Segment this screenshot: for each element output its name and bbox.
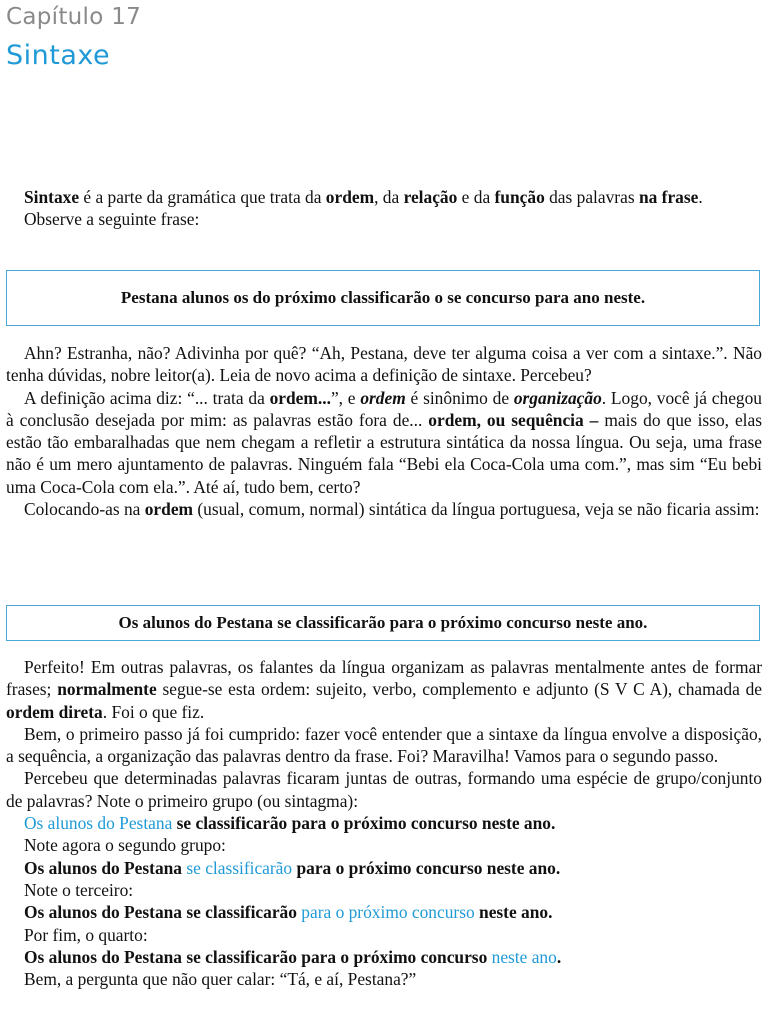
paragraph-perfeito xyxy=(6,656,762,723)
text: (usual, comum, normal) sintática da língua portuguesa, veja se não ficaria assim: xyxy=(193,499,760,520)
paragraph-observe: Observe a seguinte frase: xyxy=(24,209,200,230)
chapter-title: Sintaxe xyxy=(6,40,111,71)
text: mais do que isso, elas estão tão embaralhadas que nem chegam a refletir a estrutura sintática da nossa língua. Ou seja, uma frase não é um mero ajuntamento de palavras. Ninguém fala “Bebi ela Coca-Cola uma com.”, mas sim “Eu bebi uma Coca-Cola com ela.”. Até aí, tudo bem, certo? xyxy=(6,409,763,497)
middle-section xyxy=(6,342,762,520)
term-ordem: ordem xyxy=(144,499,194,520)
text: . xyxy=(556,946,562,967)
ordered-sentence: Os alunos do Pestana se classificarão para o próximo concurso neste ano. xyxy=(118,613,648,632)
paragraph-colocando xyxy=(6,498,762,520)
intro-section xyxy=(6,186,762,231)
text: neste ano. xyxy=(474,902,553,923)
highlight-group: se classificarão xyxy=(186,857,293,878)
text: e da xyxy=(457,187,495,207)
example-box-scrambled xyxy=(6,270,760,326)
highlight-group: Os alunos do Pestana xyxy=(24,813,173,834)
term-sintaxe: Sintaxe xyxy=(24,187,80,207)
note-fourth: Por fim, o quarto: xyxy=(24,924,148,945)
text: Colocando-as na xyxy=(24,499,145,520)
term-funcao: função xyxy=(494,187,545,207)
note-third: Note o terceiro: xyxy=(24,879,134,900)
text: , da xyxy=(374,187,404,207)
example-group-2 xyxy=(6,857,762,879)
text: . Logo, você já chegou à conclusão desejada por mim: as palavras estão fora de... xyxy=(6,387,763,430)
term-ordem: ordem xyxy=(325,187,375,207)
term-ordem-sequencia: ordem, ou sequência – xyxy=(428,409,599,430)
paragraph-percebeu: Percebeu que determinadas palavras ficaram juntas de outras, formando uma espécie de grupo/conjunto de palavras? Note o primeiro grupo (ou sintagma): xyxy=(6,768,762,811)
text: Os alunos do Pestana se classificarão para o próximo concurso xyxy=(24,946,492,967)
example-box-ordered xyxy=(6,605,760,641)
scrambled-sentence: Pestana alunos os do próximo classificarão o se concurso para ano neste. xyxy=(120,288,646,307)
example-group-1 xyxy=(6,812,762,834)
text: Perfeito! Em outras palavras, os falantes da língua organizam as palavras mentalmente antes de formar frases; xyxy=(6,657,762,700)
highlight-group: para o próximo concurso xyxy=(301,902,475,923)
term-ordem-italic: ordem xyxy=(360,387,406,408)
term-organizacao: organização xyxy=(513,387,602,408)
paragraph-definition xyxy=(6,186,762,208)
chapter-label: Capítulo 17 xyxy=(6,4,142,30)
text: segue-se esta ordem: sujeito, verbo, complemento e adjunto (S V C A), chamada de xyxy=(156,679,762,700)
paragraph-definicao xyxy=(6,387,762,498)
term-ordem-direta: ordem direta xyxy=(6,701,103,722)
text: A definição acima diz: “... trata da xyxy=(24,387,270,408)
paragraph-pergunta: Bem, a pergunta que não quer calar: “Tá, e aí, Pestana?” xyxy=(24,969,417,990)
term-relacao: relação xyxy=(403,187,458,207)
example-group-3 xyxy=(6,901,762,923)
end-section xyxy=(6,656,762,990)
example-group-4 xyxy=(6,946,762,968)
text: Os alunos do Pestana se classificarão xyxy=(24,902,302,923)
text: ”, e xyxy=(330,387,361,408)
paragraph-ahn: Ahn? Estranha, não? Adivinha por quê? “Ah, Pestana, deve ter alguma coisa a ver com a sintaxe.”. Não tenha dúvidas, nobre leitor(a). Leia de novo acima a definição de sintaxe. Percebeu? xyxy=(6,343,762,386)
text: . Foi o que fiz. xyxy=(102,701,205,722)
text: se classificarão para o próximo concurso neste ano. xyxy=(172,813,556,834)
text: para o próximo concurso neste ano. xyxy=(292,857,561,878)
note-second: Note agora o segundo grupo: xyxy=(24,835,226,856)
text: é sinônimo de xyxy=(405,387,514,408)
term-ordem: ordem... xyxy=(269,387,331,408)
highlight-group: neste ano xyxy=(491,946,557,967)
text: das palavras xyxy=(544,187,639,207)
text: . xyxy=(698,187,703,207)
term-na-frase: na frase xyxy=(638,187,699,207)
paragraph-primeiro-passo: Bem, o primeiro passo já foi cumprido: fazer você entender que a sintaxe da língua envolve a disposição, a sequência, a organização das palavras dentro da frase. Foi? Maravilha! Vamos para o segundo passo. xyxy=(6,723,762,767)
term-normalmente: normalmente xyxy=(57,679,157,700)
text: é a parte da gramática que trata da xyxy=(79,187,326,207)
text: Os alunos do Pestana xyxy=(24,857,187,878)
